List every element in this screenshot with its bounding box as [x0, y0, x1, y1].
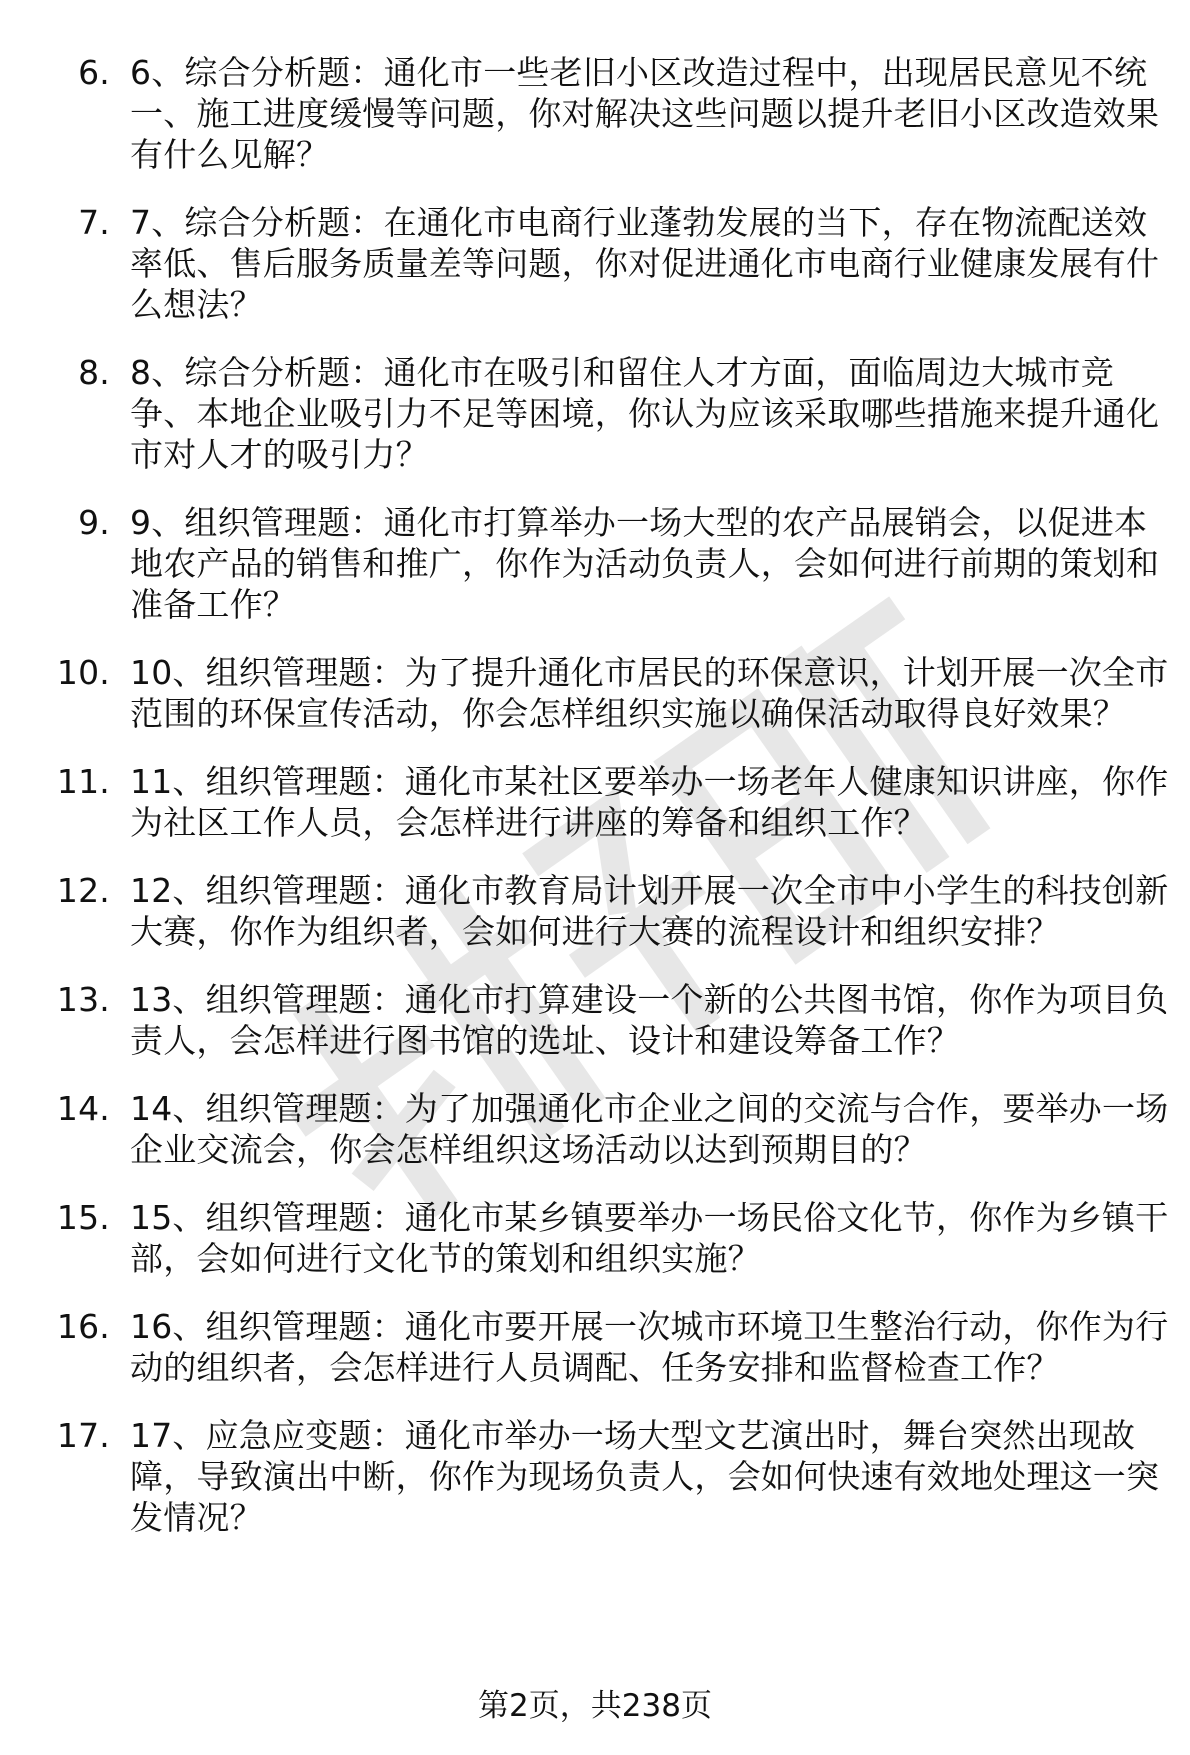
item-number: 15.	[56, 1198, 110, 1237]
question-list	[0, 52, 1190, 1565]
item-number: 10.	[56, 653, 110, 692]
item-number: 6.	[78, 53, 110, 92]
item-text: 9、组织管理题：通化市打算举办一场大型的农产品展销会，以促进本地农产品的销售和推广，你作为活动负责人，会如何进行前期的策划和准备工作？	[130, 503, 1160, 624]
item-number: 17.	[56, 1416, 110, 1455]
list-item	[0, 652, 1190, 734]
item-number: 14.	[56, 1089, 110, 1128]
list-item	[0, 202, 1190, 325]
item-number: 11.	[56, 762, 110, 801]
item-text: 8、综合分析题：通化市在吸引和留住人才方面，面临周边大城市竞争、本地企业吸引力不足等困境，你认为应该采取哪些措施来提升通化市对人才的吸引力？	[130, 353, 1160, 474]
item-number: 7.	[78, 203, 110, 242]
item-text: 17、应急应变题：通化市举办一场大型文艺演出时，舞台突然出现故障，导致演出中断，你作为现场负责人，会如何快速有效地处理这一突发情况？	[130, 1416, 1160, 1537]
item-number: 16.	[56, 1307, 110, 1346]
item-text: 13、组织管理题：通化市打算建设一个新的公共图书馆，你作为项目负责人，会怎样进行图书馆的选址、设计和建设筹备工作？	[130, 980, 1169, 1060]
item-text: 14、组织管理题：为了加强通化市企业之间的交流与合作，要举办一场企业交流会，你会怎样组织这场活动以达到预期目的？	[130, 1089, 1169, 1169]
item-text: 10、组织管理题：为了提升通化市居民的环保意识，计划开展一次全市范围的环保宣传活动，你会怎样组织实施以确保活动取得良好效果？	[130, 653, 1169, 733]
list-item	[0, 52, 1190, 175]
item-number: 8.	[78, 353, 110, 392]
item-number: 13.	[56, 980, 110, 1019]
list-item	[0, 979, 1190, 1061]
item-text: 11、组织管理题：通化市某社区要举办一场老年人健康知识讲座，你作为社区工作人员，会怎样进行讲座的筹备和组织工作？	[130, 762, 1169, 842]
item-text: 7、综合分析题：在通化市电商行业蓬勃发展的当下，存在物流配送效率低、售后服务质量差等问题，你对促进通化市电商行业健康发展有什么想法？	[130, 203, 1160, 324]
list-item	[0, 1415, 1190, 1538]
item-text: 16、组织管理题：通化市要开展一次城市环境卫生整治行动，你作为行动的组织者，会怎样进行人员调配、任务安排和监督检查工作？	[130, 1307, 1169, 1387]
list-item	[0, 502, 1190, 625]
list-item	[0, 870, 1190, 952]
list-item	[0, 1306, 1190, 1388]
item-text: 6、综合分析题：通化市一些老旧小区改造过程中，出现居民意见不统一、施工进度缓慢等问题，你对解决这些问题以提升老旧小区改造效果有什么见解？	[130, 53, 1160, 174]
item-text: 12、组织管理题：通化市教育局计划开展一次全市中小学生的科技创新大赛，你作为组织者，会如何进行大赛的流程设计和组织安排？	[130, 871, 1169, 951]
item-text: 15、组织管理题：通化市某乡镇要举办一场民俗文化节，你作为乡镇干部，会如何进行文化节的策划和组织实施？	[130, 1198, 1169, 1278]
list-item	[0, 1197, 1190, 1279]
item-number: 12.	[56, 871, 110, 910]
list-item	[0, 761, 1190, 843]
list-item	[0, 1088, 1190, 1170]
page-footer: 第2页，共238页	[478, 1688, 712, 1724]
item-number: 9.	[78, 503, 110, 542]
list-item	[0, 352, 1190, 475]
